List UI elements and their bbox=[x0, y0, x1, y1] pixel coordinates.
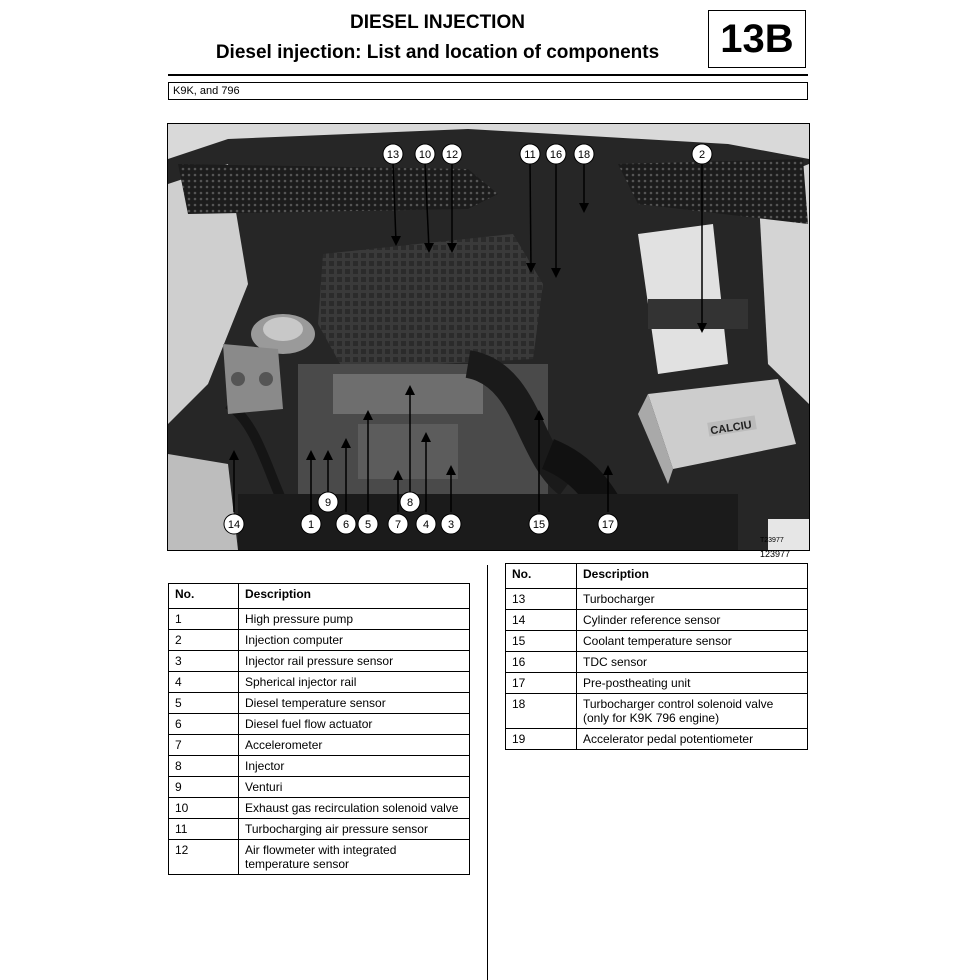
part-description: Accelerometer bbox=[239, 735, 470, 756]
header-rule bbox=[168, 74, 808, 76]
svg-text:7: 7 bbox=[394, 519, 402, 531]
table-row bbox=[169, 630, 470, 651]
section-badge: 13B bbox=[708, 10, 806, 68]
table-row bbox=[169, 651, 470, 672]
part-number: 8 bbox=[169, 756, 239, 777]
part-number: 16 bbox=[506, 652, 577, 673]
part-number: 10 bbox=[169, 798, 239, 819]
svg-text:3: 3 bbox=[447, 519, 455, 531]
part-description: TDC sensor bbox=[577, 652, 808, 673]
part-description: Venturi bbox=[239, 777, 470, 798]
callout-12 bbox=[442, 144, 462, 164]
callout-2 bbox=[692, 144, 712, 164]
part-number: 17 bbox=[506, 673, 577, 694]
part-number: 4 bbox=[169, 672, 239, 693]
part-number: 5 bbox=[169, 693, 239, 714]
svg-text:15: 15 bbox=[532, 519, 546, 531]
svg-text:13: 13 bbox=[386, 149, 400, 161]
callout-9 bbox=[318, 492, 338, 512]
components-table-right bbox=[505, 563, 808, 750]
table-row bbox=[169, 735, 470, 756]
photo-corner-code: T23977 bbox=[760, 537, 784, 544]
table-row bbox=[169, 840, 470, 875]
part-number: 18 bbox=[506, 694, 577, 729]
table-row bbox=[169, 609, 470, 630]
part-description: Turbocharger control solenoid valve (only for K9K 796 engine) bbox=[577, 694, 808, 729]
callout-13 bbox=[383, 144, 403, 164]
page-title: DIESEL INJECTION bbox=[350, 12, 525, 33]
svg-text:18: 18 bbox=[577, 149, 591, 161]
part-number: 14 bbox=[506, 610, 577, 631]
table-row bbox=[169, 777, 470, 798]
part-description: Injector rail pressure sensor bbox=[239, 651, 470, 672]
table-row bbox=[506, 652, 808, 673]
svg-text:11: 11 bbox=[524, 149, 536, 161]
part-description: Air flowmeter with integrated temperature sensor bbox=[239, 840, 470, 875]
svg-text:2: 2 bbox=[698, 149, 706, 161]
svg-text:12: 12 bbox=[445, 149, 459, 161]
callout-11 bbox=[520, 144, 540, 164]
part-number: 1 bbox=[169, 609, 239, 630]
part-description: Injector bbox=[239, 756, 470, 777]
page-subtitle: Diesel injection: List and location of components bbox=[215, 42, 660, 63]
callout-4 bbox=[416, 514, 436, 534]
figure-number: 123977 bbox=[760, 549, 791, 559]
table-row bbox=[506, 631, 808, 652]
callout-1 bbox=[301, 514, 321, 534]
part-number: 15 bbox=[506, 631, 577, 652]
svg-text:14: 14 bbox=[227, 519, 241, 531]
table-row bbox=[169, 714, 470, 735]
table-header-row bbox=[506, 564, 808, 589]
part-description: Exhaust gas recirculation solenoid valve bbox=[239, 798, 470, 819]
engine-bay-photo bbox=[167, 123, 810, 551]
part-description: Pre-postheating unit bbox=[577, 673, 808, 694]
col-header-description: Description bbox=[577, 564, 808, 589]
part-description: Turbocharging air pressure sensor bbox=[239, 819, 470, 840]
part-description: Injection computer bbox=[239, 630, 470, 651]
part-description: Diesel temperature sensor bbox=[239, 693, 470, 714]
part-description: Coolant temperature sensor bbox=[577, 631, 808, 652]
callout-16 bbox=[546, 144, 566, 164]
callout-10 bbox=[415, 144, 435, 164]
svg-text:17: 17 bbox=[601, 519, 615, 531]
callout-14 bbox=[224, 514, 244, 534]
callout-15 bbox=[529, 514, 549, 534]
part-description: Turbocharger bbox=[577, 589, 808, 610]
column-divider bbox=[487, 565, 488, 980]
col-header-no: No. bbox=[506, 564, 577, 589]
table-header-row bbox=[169, 584, 470, 609]
part-number: 19 bbox=[506, 729, 577, 750]
table-row bbox=[506, 694, 808, 729]
part-description: High pressure pump bbox=[239, 609, 470, 630]
part-number: 9 bbox=[169, 777, 239, 798]
table-row bbox=[506, 610, 808, 631]
part-description: Diesel fuel flow actuator bbox=[239, 714, 470, 735]
table-row bbox=[169, 798, 470, 819]
part-number: 3 bbox=[169, 651, 239, 672]
callout-6 bbox=[336, 514, 356, 534]
part-number: 12 bbox=[169, 840, 239, 875]
table-row bbox=[506, 589, 808, 610]
svg-text:6: 6 bbox=[342, 519, 350, 531]
part-number: 2 bbox=[169, 630, 239, 651]
part-number: 6 bbox=[169, 714, 239, 735]
svg-text:9: 9 bbox=[324, 497, 332, 509]
table-row bbox=[506, 729, 808, 750]
svg-text:10: 10 bbox=[418, 149, 432, 161]
table-row bbox=[169, 693, 470, 714]
part-description: Cylinder reference sensor bbox=[577, 610, 808, 631]
part-description: Accelerator pedal potentiometer bbox=[577, 729, 808, 750]
svg-text:16: 16 bbox=[549, 149, 563, 161]
callout-18 bbox=[574, 144, 594, 164]
svg-text:5: 5 bbox=[364, 519, 372, 531]
col-header-no: No. bbox=[169, 584, 239, 609]
part-number: 11 bbox=[169, 819, 239, 840]
part-number: 7 bbox=[169, 735, 239, 756]
callout-7 bbox=[388, 514, 408, 534]
col-header-description: Description bbox=[239, 584, 470, 609]
part-description: Spherical injector rail bbox=[239, 672, 470, 693]
callout-3 bbox=[441, 514, 461, 534]
callout-17 bbox=[598, 514, 618, 534]
svg-text:8: 8 bbox=[406, 497, 414, 509]
components-table-left bbox=[168, 583, 470, 875]
part-number: 13 bbox=[506, 589, 577, 610]
callout-5 bbox=[358, 514, 378, 534]
table-row bbox=[169, 672, 470, 693]
callout-8 bbox=[400, 492, 420, 512]
battery-brand-text: CALCIU bbox=[709, 418, 753, 438]
svg-text:4: 4 bbox=[422, 519, 430, 531]
table-row bbox=[169, 756, 470, 777]
engine-type-label: K9K, and 796 bbox=[168, 82, 808, 100]
table-row bbox=[169, 819, 470, 840]
table-row bbox=[506, 673, 808, 694]
svg-text:1: 1 bbox=[307, 519, 315, 531]
